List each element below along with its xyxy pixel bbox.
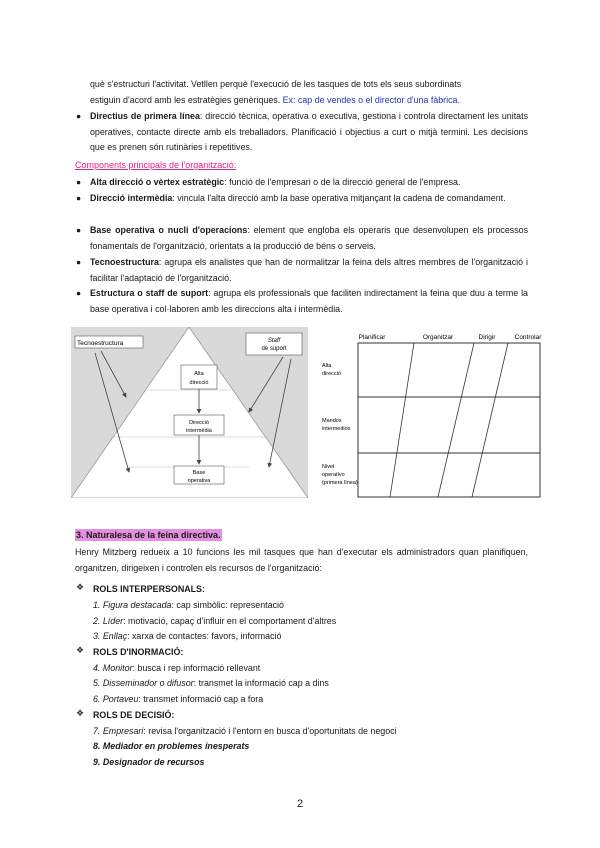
component-text: : funció de l'empresari o de la direcció general de l'empresa.: [224, 177, 461, 187]
role-name: Enllaç: [102, 631, 128, 642]
bullet-glyph: ●: [76, 288, 82, 298]
component-title: Alta direcció o vèrtex estratègic: [90, 177, 225, 187]
role-name: Disseminador o difusor: [102, 678, 194, 689]
bullet-glyph: ●: [76, 257, 82, 267]
role-number: 1.: [93, 600, 101, 610]
row-label-nivel-3: (primera línea): [322, 480, 358, 486]
arrow-staff-2: [269, 359, 291, 467]
role-number: 9.: [93, 756, 101, 767]
management-functions-diagram: [320, 327, 542, 499]
directius-primera-linea-text: : direcció tècnica, operativa o executiva, gestiona i controla directament les unitats operatives, contacte directe amb els treballadors. Planificació i objectius a curt o mitjà termini. Les decisions que es prenen són rutinàries i repetitives.: [90, 111, 529, 152]
alta-label-1: Alta: [194, 371, 204, 377]
component-item: [90, 223, 528, 254]
bullet-glyph: ●: [76, 111, 82, 121]
base-label-1: Base: [192, 470, 206, 476]
role-name: Monitor: [102, 662, 133, 673]
component-item: [90, 255, 528, 286]
role-item: [93, 676, 329, 691]
column-label-planificar: Planificar: [358, 334, 386, 341]
component-item: [90, 175, 528, 191]
organization-pyramid-diagram: [71, 327, 308, 498]
column-label-dirigir: Dirigir: [478, 334, 496, 341]
role-group-title: ROLS INTERPERSONALS:: [93, 584, 205, 594]
role-number: 7.: [93, 725, 101, 736]
chart-frame: [358, 343, 540, 497]
component-title: Base operativa o nucli d'operacions: [90, 225, 248, 235]
role-description: : xarxa de contactes: favors, informació: [127, 631, 282, 642]
role-group-title: ROLS D'INORMACIÓ:: [93, 646, 184, 657]
column-label-controlar: Controlar: [514, 334, 542, 341]
row-label-alta-1: Alta: [322, 363, 332, 369]
role-number: 5.: [93, 678, 101, 689]
role-item: [93, 598, 284, 613]
intro-line-2: [90, 93, 528, 109]
role-description: : cap simbòlic: representació: [171, 600, 284, 610]
row-label-nivel-2: operativo: [322, 472, 345, 478]
arrow-tecno-1: [101, 351, 126, 397]
role-name: Figura destacada: [102, 600, 172, 610]
role-item: [93, 692, 263, 707]
row-label-mandos-2: intermedios: [322, 426, 351, 432]
components-heading: Components principals de l'organització:: [75, 160, 237, 170]
component-item: [90, 286, 528, 317]
staff-label-2: de suport: [261, 346, 287, 352]
inter-label-1: Direcció: [189, 420, 209, 426]
component-text: : agrupa els analistes que han de normalitzar la feina dels altres membres de l'organització i facilitar l'adaptació de l'organització.: [90, 257, 528, 283]
component-title: Direcció intermèdia: [90, 193, 173, 203]
role-name: Empresari: [102, 725, 144, 736]
role-item: [93, 755, 204, 770]
component-title: Estructura o staff de suport: [90, 288, 209, 298]
diamond-bullet-icon: ❖: [76, 707, 85, 718]
role-item: [93, 629, 281, 644]
directius-primera-linea-paragraph: [90, 109, 528, 156]
staff-label-1: Staff: [267, 338, 281, 344]
component-title: Tecnoestructura: [90, 257, 159, 267]
bullet-glyph: ●: [76, 193, 82, 203]
role-item: [93, 661, 260, 676]
row-label-mandos-1: Mandos: [322, 418, 342, 424]
row-label-alta-2: direcció: [322, 371, 341, 377]
role-item: [93, 724, 397, 739]
bullet-glyph: ●: [76, 177, 82, 187]
component-text: : agrupa els professionals que faciliten indirectament la feina que duu a terme la base operativa i col·laboren amb les direccions alta i intermèdia.: [90, 288, 528, 314]
role-number: 3.: [93, 631, 101, 642]
role-number: 8.: [93, 741, 101, 752]
role-name: Portaveu: [102, 694, 139, 704]
role-name: Mediador en problemes inesperats: [102, 741, 250, 752]
intro-line-2-text: estiguin d'acord amb les estratègies genèriques.: [90, 94, 283, 105]
row-label-nivel-1: Nivel: [322, 464, 335, 470]
diamond-bullet-icon: ❖: [76, 644, 85, 655]
directius-primera-linea-title: Directius de primera línea: [90, 111, 200, 121]
role-description: : busca i rep informació rellevant: [132, 662, 261, 673]
organization-structure-figure: [71, 327, 308, 498]
intro-line-1: què s'estructuri l'activitat. Vetllen perquè l'execució de les tasques de tots els seus subordinats: [90, 79, 462, 89]
role-description: : motivació, capaç d'influir en el comportament d'altres: [123, 615, 337, 626]
section-3-heading: 3. Naturalesa de la feina directiva.: [76, 530, 221, 540]
role-description: : transmet informació cap a fora: [138, 694, 264, 704]
role-item: [93, 614, 336, 629]
base-label-2: operativa: [187, 478, 211, 484]
role-number: 4.: [93, 662, 101, 673]
page-number: 2: [296, 798, 304, 810]
role-name: Designador de recursos: [102, 756, 205, 767]
diamond-bullet-icon: ❖: [76, 582, 85, 592]
role-number: 2.: [93, 615, 101, 626]
role-description: : revisa l'organització i l'entorn en busca d'oportunitats de negoci: [143, 725, 397, 736]
role-number: 6.: [93, 694, 101, 704]
tecnoestructura-label: Tecnoestructura: [77, 340, 124, 347]
role-group-title: ROLS DE DECISIÓ:: [93, 709, 175, 720]
inter-label-2: intermèdia: [186, 428, 212, 434]
role-item: [93, 739, 249, 754]
column-label-organitzar: Organitzar: [422, 334, 454, 341]
intro-paragraph: [90, 77, 528, 108]
component-item: [90, 191, 528, 207]
component-text: : vincula l'alta direcció amb la base operativa mitjançant la cadena de comandament.: [172, 193, 506, 203]
alta-label-2: direcció: [189, 380, 209, 386]
management-functions-chart: [320, 327, 542, 499]
role-description: : transmet la informació cap a dins: [193, 678, 329, 689]
arrow-staff-1: [249, 357, 283, 412]
role-name: Líder: [102, 615, 124, 626]
component-text: : element que engloba els operaris que desenvolupen els processos fonamentals de l'organització, orientats a la producció de béns o serveis.: [90, 225, 529, 251]
intro-example-text: Ex: cap de vendes o el director d'una fàbrica.: [282, 94, 460, 105]
section-3-intro: Henry Mitzberg redueix a 10 funcions les mil tasques que han d'executar els administradors quan planifiquen, organitzen, dirigeixen i controlen els recursos de l'organització:: [75, 547, 528, 573]
bullet-glyph: ●: [76, 225, 82, 235]
